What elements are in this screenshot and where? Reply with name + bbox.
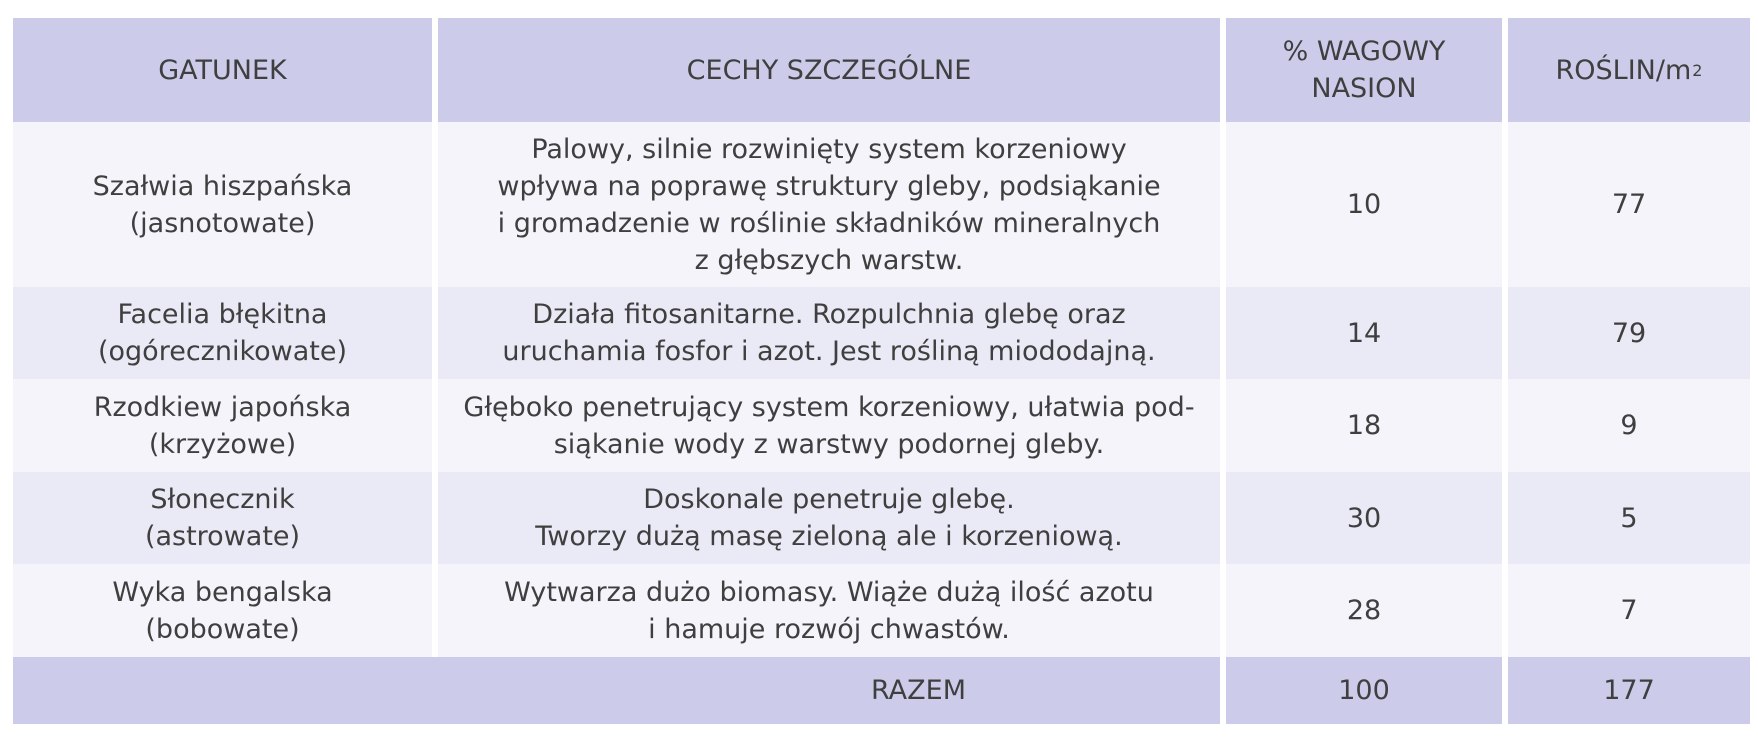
row-3-weight: 18	[1226, 379, 1502, 472]
row-4-features: Doskonale penetruje glebę. Tworzy dużą masę zieloną ale i korzeniową.	[438, 472, 1220, 564]
row-5-species: Wyka bengalska (bobowate)	[13, 564, 432, 657]
header-plants-label: ROŚLIN/m	[1555, 54, 1692, 86]
header-plants-per-m2	[1508, 18, 1750, 122]
total-weight: 100	[1226, 657, 1502, 724]
row-3-species: Rzodkiew japońska (krzyżowe)	[13, 379, 432, 472]
row-2-species: Facelia błękitna (ogórecznikowate)	[13, 287, 432, 379]
row-3-features: Głęboko penetrujący system korzeniowy, ułatwia pod- siąkanie wody z warstwy podornej gleby.	[438, 379, 1220, 472]
row-4-plants: 5	[1508, 472, 1750, 564]
row-5-features: Wytwarza dużo biomasy. Wiąże dużą ilość azotu i hamuje rozwój chwastów.	[438, 564, 1220, 657]
row-2-weight: 14	[1226, 287, 1502, 379]
row-1-features: Palowy, silnie rozwinięty system korzeniowy wpływa na poprawę struktury gleby, podsiąkanie i gromadzenie w roślinie składników mineralnych z głębszych warstw.	[438, 122, 1220, 287]
header-seed-weight-percent: % WAGOWY NASION	[1226, 18, 1502, 122]
row-5-weight: 28	[1226, 564, 1502, 657]
seed-mix-table	[13, 18, 1744, 727]
header-species: GATUNEK	[13, 18, 432, 122]
row-4-species: Słonecznik (astrowate)	[13, 472, 432, 564]
row-2-features: Działa fitosanitarne. Rozpulchnia glebę oraz uruchamia fosfor i azot. Jest rośliną miododajną.	[438, 287, 1220, 379]
row-4-weight: 30	[1226, 472, 1502, 564]
header-features: CECHY SZCZEGÓLNE	[438, 18, 1220, 122]
row-1-weight: 10	[1226, 122, 1502, 287]
row-1-species: Szałwia hiszpańska (jasnotowate)	[13, 122, 432, 287]
row-5-plants: 7	[1508, 564, 1750, 657]
row-1-plants: 77	[1508, 122, 1750, 287]
row-3-plants: 9	[1508, 379, 1750, 472]
header-plants-superscript: 2	[1692, 60, 1703, 80]
row-2-plants: 79	[1508, 287, 1750, 379]
total-plants: 177	[1508, 657, 1750, 724]
total-label: RAZEM	[13, 657, 1220, 724]
